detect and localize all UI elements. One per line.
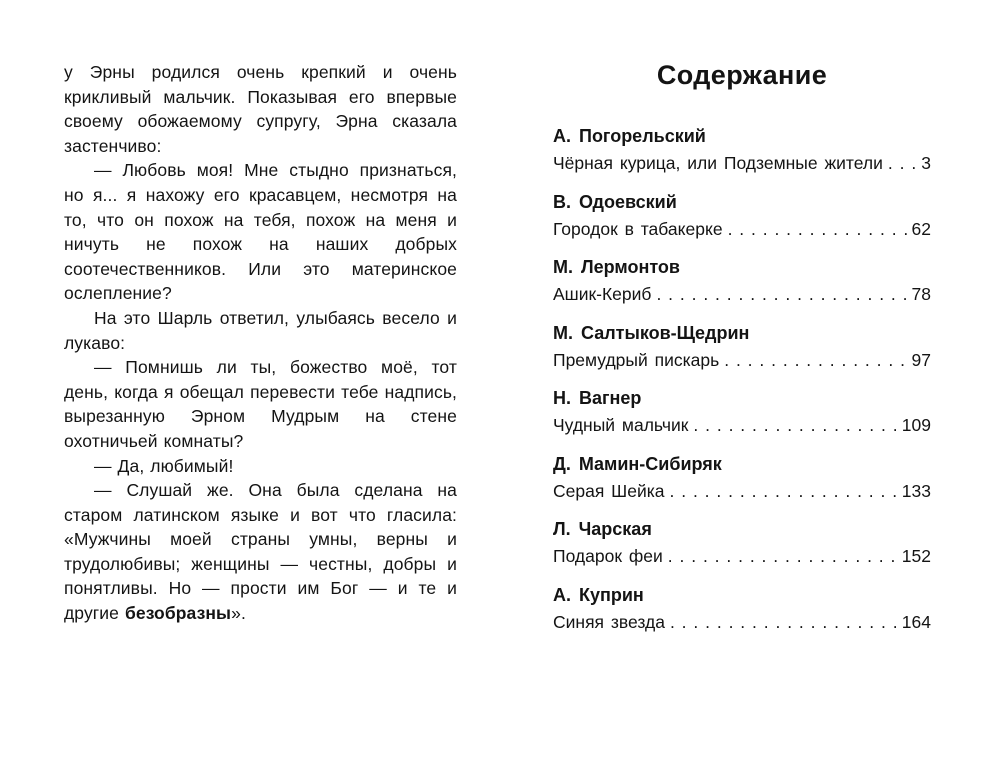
right-page — [553, 60, 931, 647]
toc-page-number: 164 — [901, 611, 931, 632]
paragraph: у Эрны родился очень крепкий и очень крикливый мальчик. Показывая его впервые своему обожаемому супругу, Эрна сказала застенчиво: — [64, 62, 457, 156]
paragraph: — Помнишь ли ты, божество моё, тот день, когда я обещал перевести тебе надпись, вырезанную Эрном Мудрым на стене охотничьей комнаты? — [64, 357, 457, 451]
toc-author: В. Одоевский — [553, 191, 677, 212]
toc-entry — [553, 451, 931, 504]
toc-entry — [553, 385, 931, 438]
toc-title-line — [553, 412, 931, 438]
dot-leader — [668, 543, 897, 569]
toc-entry — [553, 254, 931, 307]
toc-title-line — [553, 281, 931, 307]
toc-author: М. Лермонтов — [553, 257, 680, 277]
toc-author: Д. Мамин-Сибиряк — [553, 453, 722, 474]
toc-entry — [553, 320, 931, 373]
toc-page-number: 78 — [911, 284, 931, 304]
dot-leader — [888, 150, 916, 176]
toc-entry — [553, 189, 931, 242]
bold-text: безобразны — [124, 603, 232, 624]
toc-title-line — [553, 150, 931, 176]
toc-author: А. Погорельский — [553, 126, 706, 146]
toc-page-number: 97 — [911, 349, 931, 370]
toc-title-line — [553, 478, 931, 504]
toc-page-number: 133 — [901, 480, 931, 501]
toc-item-title: Чудный мальчик — [553, 415, 689, 435]
toc-item-title: Чёрная курица, или Подземные жители — [553, 153, 883, 173]
dot-leader — [670, 609, 897, 635]
toc-title-line — [553, 609, 931, 635]
toc-item-title: Серая Шейка — [553, 480, 665, 501]
dot-leader — [724, 347, 906, 373]
toc-author: Л. Чарская — [553, 519, 652, 539]
toc-list — [553, 123, 931, 635]
toc-author: Н. Вагнер — [553, 388, 642, 408]
toc-author: А. Куприн — [553, 584, 644, 605]
toc-page-number: 152 — [901, 546, 931, 566]
toc-page-number: 109 — [901, 415, 931, 435]
toc-page-number: 3 — [921, 153, 931, 173]
toc-title-line — [553, 216, 931, 242]
story-text — [64, 60, 457, 626]
toc-item-title: Ашик-Кериб — [553, 284, 652, 304]
dot-leader — [670, 478, 897, 504]
toc-item-title: Синяя звезда — [553, 611, 665, 632]
paragraph: — Любовь моя! Мне стыдно признаться, но я... я нахожу его красавцем, несмотря на то, что он похож на тебя, похож на меня и ничуть не похож на наших добрых соотечественников. Или это материнское ослепление? — [64, 160, 457, 304]
left-page — [64, 60, 457, 626]
toc-item-title: Подарок феи — [553, 546, 663, 566]
dot-leader — [693, 412, 896, 438]
paragraph: На это Шарль ответил, улыбаясь весело и лукаво: — [64, 307, 457, 353]
toc-author: М. Салтыков-Щедрин — [553, 322, 750, 343]
toc-entry — [553, 516, 931, 569]
toc-title-line — [553, 347, 931, 373]
dot-leader — [728, 216, 907, 242]
dot-leader — [656, 281, 906, 307]
toc-title-line — [553, 543, 931, 569]
toc-page-number: 62 — [911, 218, 931, 239]
toc-entry — [553, 582, 931, 635]
toc-item-title: Премудрый пискарь — [553, 349, 720, 370]
toc-entry — [553, 123, 931, 176]
paragraph: — Да, любимый! — [94, 455, 234, 476]
toc-title: Содержание — [656, 60, 828, 90]
paragraph: — Слушай же. Она была сделана на старом латинском языке и вот что гласила: «Мужчины моей страны умны, верны и трудолюбивы; женщины — честны, добры и понятливы. Но — прости им Бог — и те и другие безобразны». — [64, 480, 457, 624]
toc-item-title: Городок в табакерке — [553, 218, 723, 239]
